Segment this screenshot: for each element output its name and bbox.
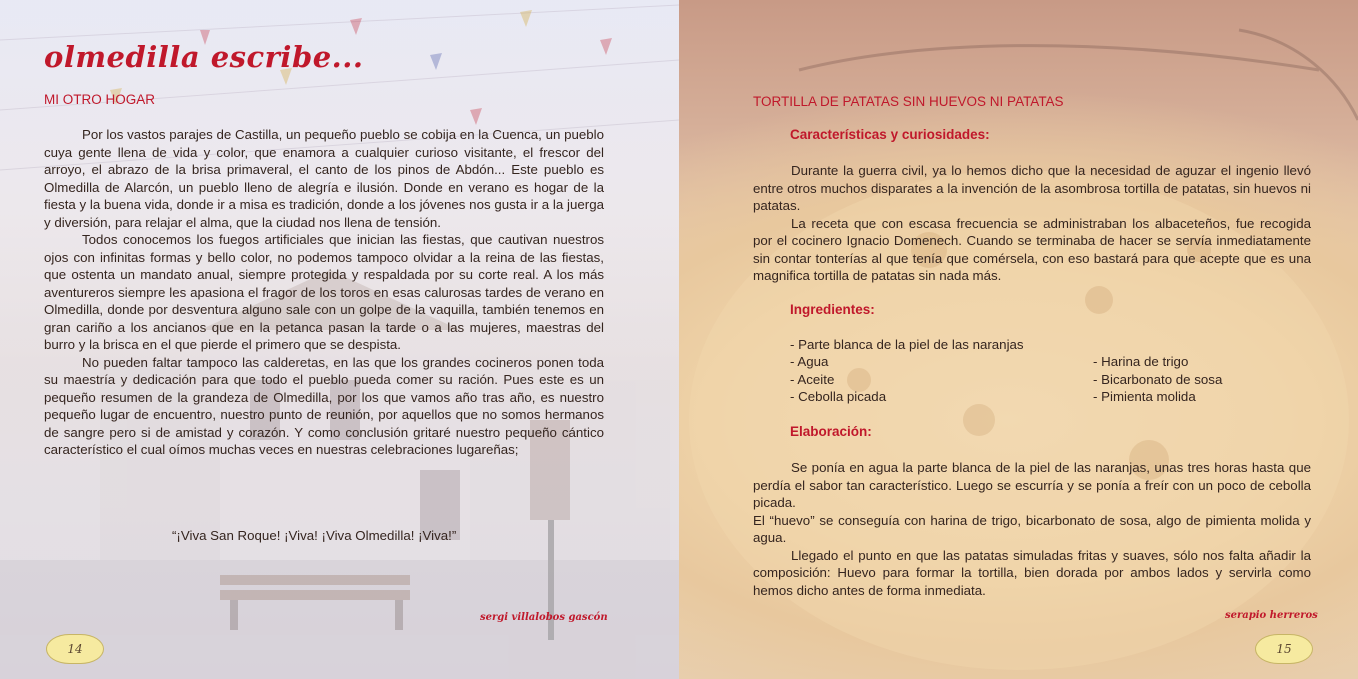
elaboration-paragraph: El “huevo” se conseguía con harina de trigo, bicarbonato de sosa, algo de pimienta molida y agua. bbox=[753, 512, 1311, 545]
ingredient-item: - Parte blanca de la piel de las naranjas bbox=[790, 337, 1024, 352]
article-paragraph: Todos conocemos los fuegos artificiales que inician las fiestas, que cautivan nuestros ojos con infinitas formas y bello color, no podemos tampoco olvidar a la reina de las fiestas, que ostenta un mandato anual, siempre protegida y respaldada por su corte real. A los más aventureros siempre les apasiona el fragor de los toros en esas calurosas tardes de verano en Olmedilla, donde por desventura alguno sale con un golpe de la vaquilla, también tenemos en gran cariño a los ancianos que en la petanca pasan la tarde o a las mujeres, maestras del burro y la brisca en el que pierde el primero que se despista. bbox=[44, 232, 604, 352]
elaboration-title: Elaboración: bbox=[790, 424, 872, 439]
author-signature: serapio herreros bbox=[1225, 610, 1318, 621]
ingredients-col-2 bbox=[1093, 353, 1222, 406]
characteristics-paragraph: Durante la guerra civil, ya lo hemos dicho que la necesidad de aguzar el ingenio llevó entre otros muchos disparates a la invención de la asombrosa tortilla de patatas, sin huevos ni patatas. bbox=[753, 163, 1311, 213]
characteristics-paragraph: La receta que con escasa frecuencia se administraban los albaceteños, fue recogida por el cocinero Ignacio Domenech. Cuando se terminaba de hacer se servía inmediatamente sin contar tonterías al que tenía que comérsela, con eso bastará para que acepte que es una magnifica tortilla de patatas sin nada más. bbox=[753, 215, 1311, 283]
ingredient-item: - Pimienta molida bbox=[1093, 389, 1196, 404]
elaboration-paragraph: Llegado el punto en que las patatas simuladas fritas y suaves, sólo nos falta añadir la composición: Huevo para formar la tortilla, bien dorada por ambos lados y servirla como hemos dicho antes de forma inmediata. bbox=[753, 547, 1311, 598]
page-number: 15 bbox=[1255, 634, 1313, 664]
article-paragraph: Por los vastos parajes de Castilla, un pequeño pueblo se cobija en la Cuenca, un pueblo cuya gente llena de vida y color, que enamora a cualquier curioso visitante, el frescor del arroyo, el abrazo de la brisa primaveral, el canto de los pinos de Abdón... Este pueblo es Olmedilla de Alarcón, un pueblo lleno de alegría e ilusión. Donde en verano es hogar de la fiesta y la buena vida, donde ir a misa es tradición, donde a los jóvenes nos gusta ir a la juerga y diversión, para relajar el alma, que la ciudad nos llena de tensión. bbox=[44, 127, 604, 230]
ingredient-item: - Harina de trigo bbox=[1093, 354, 1189, 369]
page-number: 14 bbox=[46, 634, 104, 664]
recipe-heading: TORTILLA DE PATATAS SIN HUEVOS NI PATATAS bbox=[753, 94, 1064, 109]
ingredients-col-1 bbox=[790, 353, 886, 406]
article-body bbox=[44, 126, 604, 459]
article-heading: MI OTRO HOGAR bbox=[44, 92, 155, 107]
ingredient-item: - Agua bbox=[790, 354, 829, 369]
author-signature: sergi villalobos gascón bbox=[480, 612, 608, 623]
ingredients-first bbox=[790, 336, 1310, 354]
chant-quote: “¡Viva San Roque! ¡Viva! ¡Viva Olmedilla! ¡Viva!” bbox=[172, 528, 457, 543]
article-paragraph: No pueden faltar tampoco las calderetas, en las que los grandes cocineros ponen toda su maestría y dedicación para que todo el pueblo pueda comer su ración. Pues este es un pequeño resumen de la grandeza de Olmedilla, por los que vamos año tras año, es nuestro pequeño lugar de encuentro, nuestro punto de reunión, por aquellos que no somos hermanos de sangre pero si de amistad y corazón. Y como conclusión gritaré nuestro pequeño cántico característico el cual oímos muchas veces en nuestras celebraciones lugareñas; bbox=[44, 354, 604, 457]
characteristics-body bbox=[753, 162, 1311, 285]
ingredient-item: - Cebolla picada bbox=[790, 389, 887, 404]
elaboration-body bbox=[753, 459, 1311, 599]
elaboration-paragraph: Se ponía en agua la parte blanca de la piel de las naranjas, unas tres horas hasta que perdía el sabor tan característico. Luego se escurría y se ponía a freír con un poco de cebolla picada. bbox=[753, 460, 1311, 510]
section-title: olmedilla escribe... bbox=[44, 40, 364, 74]
ingredients-title: Ingredientes: bbox=[790, 302, 875, 317]
ingredient-item: - Bicarbonato de sosa bbox=[1093, 371, 1223, 387]
characteristics-title: Características y curiosidades: bbox=[790, 127, 990, 142]
ingredient-item: - Aceite bbox=[790, 371, 835, 387]
right-page bbox=[679, 0, 1358, 679]
